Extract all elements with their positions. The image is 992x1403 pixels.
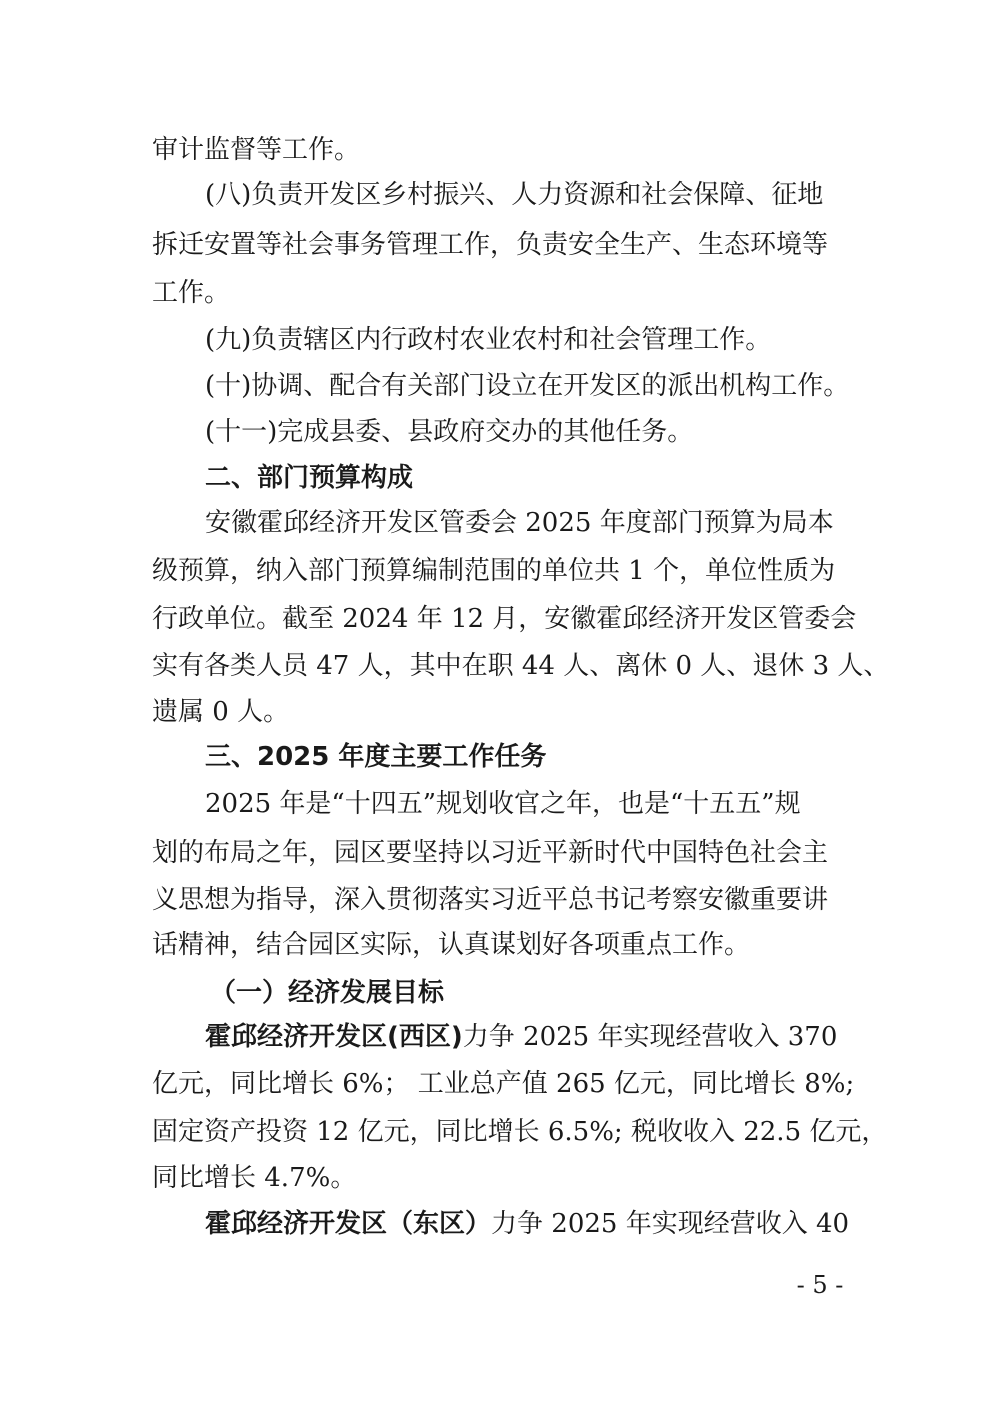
paragraph-line: 话精神，结合园区实际，认真谋划好各项重点工作。 [152, 930, 751, 960]
paragraph-line: 实有各类人员 47 人，其中在职 44 人、离休 0 人、退休 3 人、 [152, 651, 890, 681]
paragraph-line: 安徽霍邱经济开发区管委会 2025 年度部门预算为局本 [205, 508, 834, 538]
paragraph-line: 划的布局之年，园区要坚持以习近平新时代中国特色社会主 [152, 838, 829, 868]
paragraph-line: 拆迁安置等社会事务管理工作，负责安全生产、生态环境等 [152, 230, 829, 260]
paragraph-line: 亿元，同比增长 6%； 工业总产值 265 亿元，同比增长 8%; [152, 1069, 855, 1099]
paragraph-line [205, 1017, 992, 1057]
paragraph-text: 力争 2025 年实现经营收入 370 [462, 1022, 838, 1052]
paragraph-line: 行政单位。截至 2024 年 12 月，安徽霍邱经济开发区管委会 [152, 604, 857, 634]
paragraph-line: 审计监督等工作。 [152, 135, 361, 165]
paragraph-line: 同比增长 4.7%。 [152, 1163, 357, 1193]
paragraph-line: 2025 年是“十四五”规划收官之年，也是“十五五”规 [205, 789, 801, 819]
paragraph-line: 遗属 0 人。 [152, 697, 290, 727]
bold-lead-text: 霍邱经济开发区(西区) [205, 1022, 463, 1052]
bold-lead-text: 霍邱经济开发区（东区） [205, 1209, 492, 1239]
subsection-heading: （一）经济发展目标 [210, 978, 445, 1008]
paragraph-line: 义思想为指导，深入贯彻落实习近平总书记考察安徽重要讲 [152, 885, 829, 915]
section-heading: 三、2025 年度主要工作任务 [205, 742, 547, 772]
paragraph-line: (十一)完成县委、县政府交办的其他任务。 [205, 417, 694, 447]
paragraph-line: 级预算，纳入部门预算编制范围的单位共 1 个，单位性质为 [152, 556, 836, 586]
paragraph-line: (八)负责开发区乡村振兴、人力资源和社会保障、征地 [205, 180, 824, 210]
paragraph-line: 工作。 [152, 278, 231, 308]
paragraph-line [205, 1204, 992, 1244]
paragraph-line: (九)负责辖区内行政村农业农村和社会管理工作。 [205, 325, 772, 355]
paragraph-line: (十)协调、配合有关部门设立在开发区的派出机构工作。 [205, 371, 850, 401]
paragraph-line: 固定资产投资 12 亿元，同比增长 6.5%; 税收收入 22.5 亿元， [152, 1117, 888, 1147]
section-heading: 二、部门预算构成 [205, 463, 414, 493]
page-number: - 5 - [796, 1271, 844, 1299]
paragraph-text: 力争 2025 年实现经营收入 40 [491, 1209, 850, 1239]
